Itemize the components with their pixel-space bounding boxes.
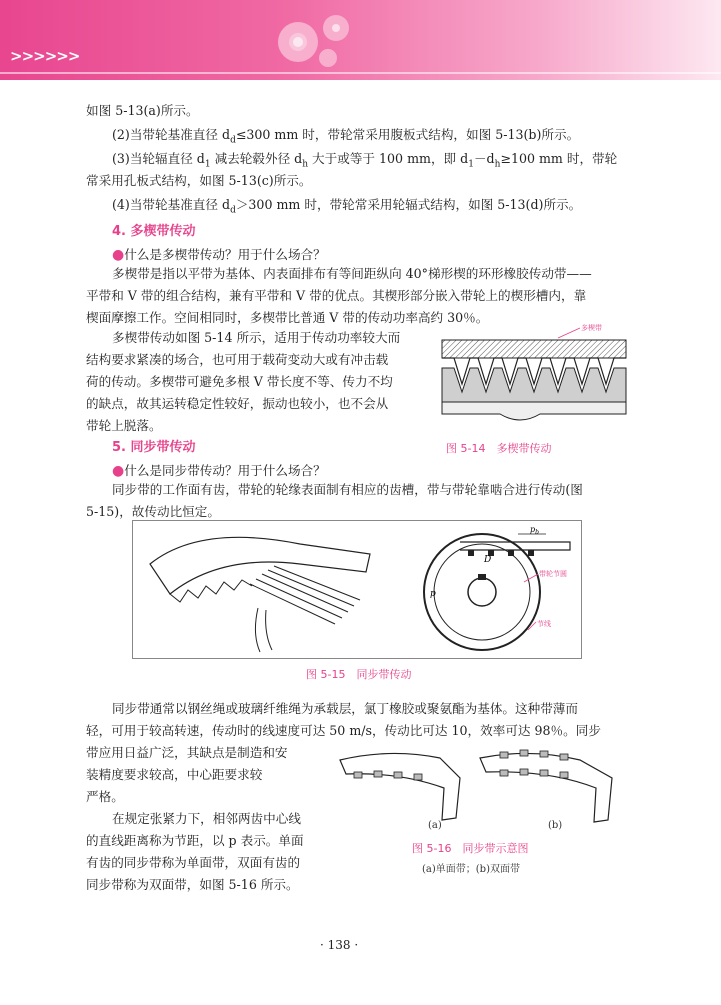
header-banner [0,0,721,80]
s5-c4: 同步带称为双面带，如图 5-16 所示。 [86,877,299,892]
figure-5-14-multi-v-belt [440,322,630,427]
figure-5-16-caption: 图 5-16 同步带示意图 [412,842,529,855]
header-divider [0,72,721,74]
label-pb: $p_b$ [530,525,539,536]
s4-b2: 结构要求紧凑的场合，也可用于载荷变动大或有冲击载 [86,352,389,367]
s5-b2: 轻，可用于较高转速，传动时的线速度可达 50 m/s，传动比可达 10，效率可达 98％。同步 [86,723,601,738]
section-5-heading: 5. 同步带传动 [112,440,196,455]
s5-b3: 带应用日益广泛，其缺点是制造和安 [86,745,288,760]
section-4-question: ●什么是多楔带传动？用于什么场合？ [112,247,326,263]
label-multi-v-belt: 多楔带 [581,324,602,332]
figure-5-14-caption: 图 5-14 多楔带传动 [446,442,552,455]
para-4: (4)当带轮基准直径 $d_d>300$ mm 时，带轮常采用轮辐式结构，如图 5-13(d)所示。 [112,197,582,216]
s5-a1: 同步带的工作面有齿，带轮的轮缘表面制有相应的齿槽，带与带轮靠啮合进行传动(图 [112,482,583,497]
s5-b5: 严格。 [86,789,124,804]
label-pitch-circle: 带轮节圆 [539,570,567,578]
section-4-heading: 4. 多楔带传动 [112,224,196,239]
s4-a2: 平带和 V 带的组合结构，兼有平带和 V 带的优点。其楔形部分嵌入带轮上的楔形槽内，靠 [86,288,587,303]
para-3b: 常采用孔板式结构，如图 5-13(c)所示。 [86,173,312,188]
svg-text:p: p [430,589,436,599]
page-number: · 138 · [320,938,359,952]
s4-b3: 荷的传动。多楔带可避免多根 V 带长度不等、传力不均 [86,374,393,389]
s4-b1: 多楔带传动如图 5-14 所示，适用于传动功率较大而 [112,330,401,345]
figure-5-16-belts [330,748,630,830]
figure-5-15-caption: 图 5-15 同步带传动 [306,668,412,681]
s5-c3: 有齿的同步带称为单面带，双面有齿的 [86,855,301,870]
svg-text:D: D [484,555,492,565]
s4-b5: 带轮上脱落。 [86,418,162,433]
s4-b4: 的缺点，故其运转稳定性较好，振动也较小，也不会从 [86,396,389,411]
header-chevrons: >>>>>> [10,47,80,65]
s5-c1: 在规定张紧力下，相邻两齿中心线 [112,811,301,826]
para-1: 如图 5-13(a)所示。 [86,103,199,118]
s4-a1: 多楔带是指以平带为基体、内表面排布有等间距纵向 40°梯形楔的环形橡胶传动带—— [112,266,592,281]
para-3a: (3)当轮辐直径 $d_1$ 减去轮毂外径 $d_h$ 大于或等于 100 mm，即 $d_1-d_h\ge 100$ mm 时，带轮 [112,151,618,170]
s5-b1: 同步带通常以钢丝绳或玻璃纤维绳为承载层，氯丁橡胶或聚氨酯为基体。这种带薄而 [112,701,578,716]
figure-5-16-label-a: (a) [428,820,442,831]
figure-5-15-pulley [400,522,576,654]
s5-a2: 5-15)，故传动比恒定。 [86,504,220,519]
figure-5-15-belt-section [140,524,390,654]
s5-c2: 的直线距离称为节距，以 p 表示。单面 [86,833,304,848]
section-5-question: ●什么是同步带传动？用于什么场合？ [112,463,326,479]
gears-icon [258,8,368,72]
figure-5-16-subcaption: (a)单面带；(b)双面带 [422,864,520,875]
s5-b4: 装精度要求较高，中心距要求较 [86,767,263,782]
s4-a3: 楔面摩擦工作。空间相同时，多楔带比普通 V 带的传动功率高约 30％。 [86,310,489,325]
figure-5-16-label-b: (b) [548,820,563,831]
label-pitch-line: 节线 [537,620,551,628]
para-2: (2)当带轮基准直径 $d_d\le 300$ mm 时，带轮常采用腹板式结构，如图 5-13(b)所示。 [112,127,580,146]
